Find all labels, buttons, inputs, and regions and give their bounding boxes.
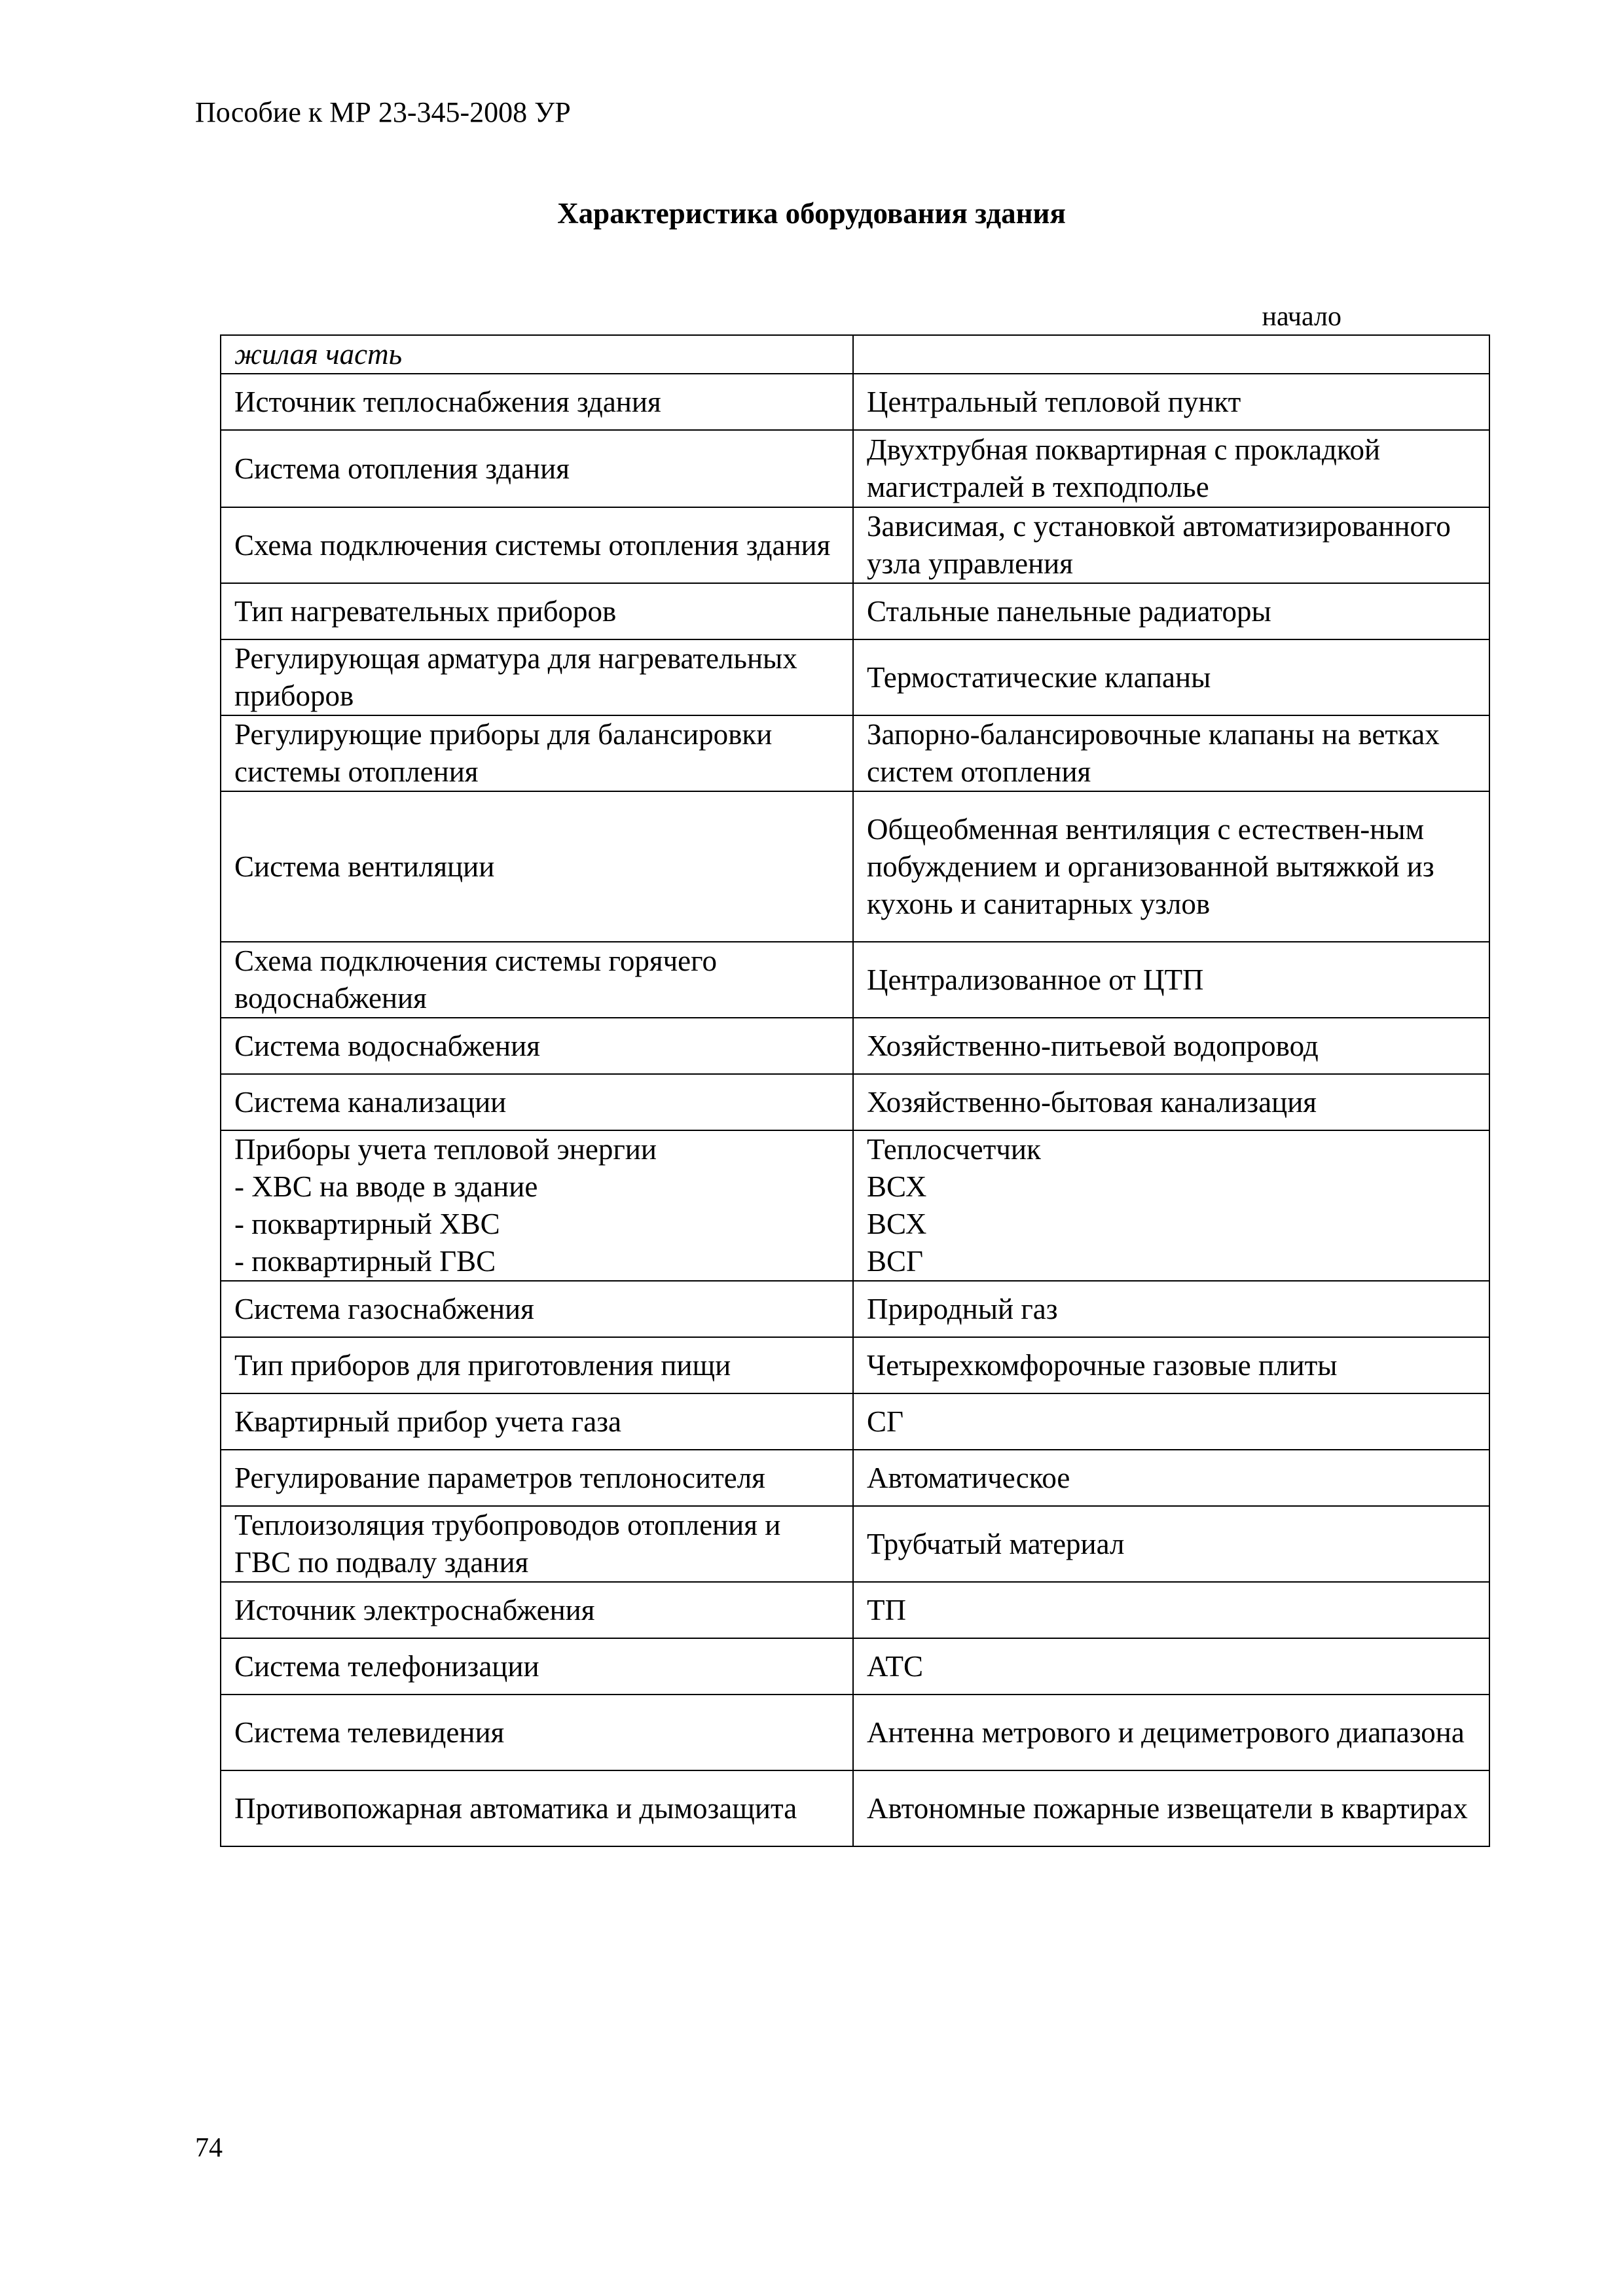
table-row: [221, 942, 1489, 1018]
parameter-cell: Схема подключения системы отопления здания: [221, 507, 853, 583]
value-cell: Хозяйственно-бытовая канализация: [853, 1074, 1489, 1130]
table-row: [221, 1393, 1489, 1450]
value-cell: Запорно-балансировочные клапаны на ветках систем отопления: [853, 715, 1489, 791]
parameter-cell: Регулирующая арматура для нагревательных приборов: [221, 639, 853, 715]
equipment-table: [220, 334, 1490, 1847]
table-row: [221, 715, 1489, 791]
value-cell: Централизованное от ЦТП: [853, 942, 1489, 1018]
parameter-cell: Система телефонизации: [221, 1638, 853, 1695]
value-cell: Стальные панельные радиаторы: [853, 583, 1489, 639]
value-cell: Зависимая, с установкой автоматизированного узла управления: [853, 507, 1489, 583]
parameter-cell: Тип приборов для приготовления пищи: [221, 1337, 853, 1393]
table-row: [221, 1770, 1489, 1846]
section-label: жилая часть: [221, 335, 853, 374]
table-row: [221, 1337, 1489, 1393]
page-title: Характеристика оборудования здания: [557, 197, 1066, 230]
value-cell: Природный газ: [853, 1281, 1489, 1337]
table-row: [221, 1695, 1489, 1770]
value-cell: СГ: [853, 1393, 1489, 1450]
document-reference: Пособие к МР 23-345-2008 УР: [195, 96, 571, 128]
value-cell: Термостатические клапаны: [853, 639, 1489, 715]
section-value: [853, 335, 1489, 374]
table-row: [221, 583, 1489, 639]
value-cell: Автономные пожарные извещатели в квартирах: [853, 1770, 1489, 1846]
parameter-cell: Регулирующие приборы для балансировки системы отопления: [221, 715, 853, 791]
table-row: [221, 1506, 1489, 1582]
parameter-cell: Система вентиляции: [221, 791, 853, 942]
page-number: 74: [195, 2133, 223, 2163]
parameter-cell: Регулирование параметров теплоносителя: [221, 1450, 853, 1506]
table-row: [221, 1450, 1489, 1506]
value-cell: Антенна метрового и дециметрового диапазона: [853, 1695, 1489, 1770]
value-cell: Трубчатый материал: [853, 1506, 1489, 1582]
parameter-cell: Источник электроснабжения: [221, 1582, 853, 1638]
value-cell: ТП: [853, 1582, 1489, 1638]
parameter-cell: Тип нагревательных приборов: [221, 583, 853, 639]
table-section-row: [221, 335, 1489, 374]
table-row: [221, 1018, 1489, 1074]
parameter-cell: Система отопления здания: [221, 430, 853, 507]
table-row: [221, 1281, 1489, 1337]
table-row: [221, 374, 1489, 430]
table-row: [221, 430, 1489, 507]
value-cell: Автоматическое: [853, 1450, 1489, 1506]
table-row: [221, 639, 1489, 715]
value-cell: Общеобменная вентиляция с естествен-ным побуждением и организованной вытяжкой из кухонь и санитарных узлов: [853, 791, 1489, 942]
parameter-cell: Противопожарная автоматика и дымозащита: [221, 1770, 853, 1846]
value-cell: АТС: [853, 1638, 1489, 1695]
parameter-cell: Система канализации: [221, 1074, 853, 1130]
value-cell: Центральный тепловой пункт: [853, 374, 1489, 430]
parameter-cell: Приборы учета тепловой энергии - ХВС на вводе в здание - поквартирный ХВС - поквартирный ГВС: [221, 1130, 853, 1281]
parameter-cell: Квартирный прибор учета газа: [221, 1393, 853, 1450]
value-cell: Двухтрубная поквартирная с прокладкой магистралей в техподполье: [853, 430, 1489, 507]
table-row: [221, 791, 1489, 942]
parameter-cell: Система газоснабжения: [221, 1281, 853, 1337]
value-cell: Хозяйственно-питьевой водопровод: [853, 1018, 1489, 1074]
parameter-cell: Теплоизоляция трубопроводов отопления и ГВС по подвалу здания: [221, 1506, 853, 1582]
table-row: [221, 1130, 1489, 1281]
table-row: [221, 1582, 1489, 1638]
parameter-cell: Система водоснабжения: [221, 1018, 853, 1074]
equipment-table-body: [221, 335, 1489, 1846]
table-continuation-label: начало: [1262, 302, 1341, 332]
value-cell: Четырехкомфорочные газовые плиты: [853, 1337, 1489, 1393]
parameter-cell: Источник теплоснабжения здания: [221, 374, 853, 430]
value-cell: Теплосчетчик ВСХ ВСХ ВСГ: [853, 1130, 1489, 1281]
table-row: [221, 507, 1489, 583]
parameter-cell: Система телевидения: [221, 1695, 853, 1770]
table-row: [221, 1074, 1489, 1130]
parameter-cell: Схема подключения системы горячего водоснабжения: [221, 942, 853, 1018]
table-row: [221, 1638, 1489, 1695]
